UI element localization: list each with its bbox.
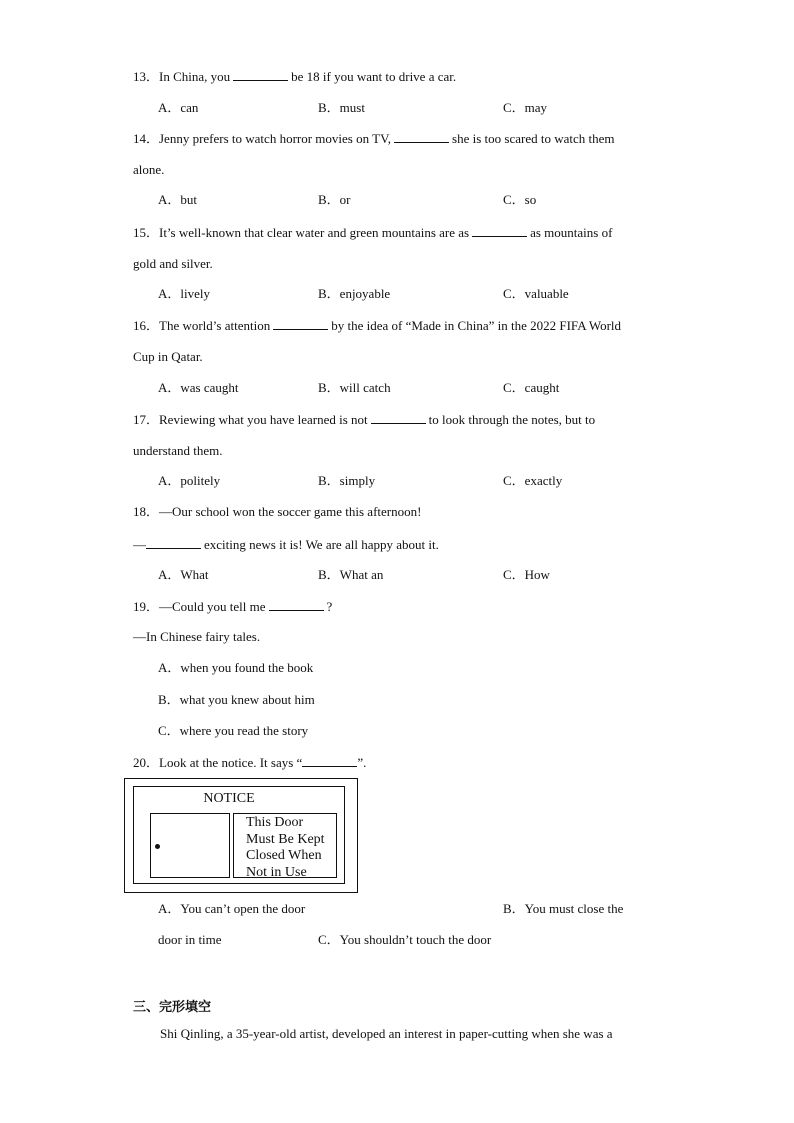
q14-option-b[interactable]: B．or [318, 192, 351, 207]
question-14-stem: 14．Jenny prefers to watch horror movies on TV, she is too scared to watch them [133, 131, 615, 146]
q20-option-c[interactable]: C．You shouldn’t touch the door [318, 932, 492, 947]
question-19-stem-cont: —In Chinese fairy tales. [133, 629, 261, 644]
answer-blank[interactable] [146, 536, 201, 549]
q14-option-a[interactable]: A．but [158, 192, 198, 207]
answer-blank[interactable] [233, 68, 288, 81]
question-19-stem: 19．—Could you tell me ? [133, 599, 333, 614]
q16-option-c[interactable]: C．caught [503, 380, 560, 395]
q16-option-b[interactable]: B．will catch [318, 380, 391, 395]
q19-option-c[interactable]: C．where you read the story [158, 723, 309, 738]
q17-option-b[interactable]: B．simply [318, 473, 376, 488]
answer-blank[interactable] [371, 411, 426, 424]
notice-figure [124, 778, 358, 893]
question-18-stem: 18．—Our school won the soccer game this afternoon! [133, 504, 422, 519]
notice-sign [233, 813, 337, 878]
section-heading: 三、完形填空 [133, 1000, 212, 1015]
answer-blank[interactable] [472, 224, 527, 237]
question-16-stem-cont: Cup in Qatar. [133, 349, 203, 364]
q16-option-a[interactable]: A．was caught [158, 380, 239, 395]
q14-option-c[interactable]: C．so [503, 192, 537, 207]
answer-blank[interactable] [394, 130, 449, 143]
q15-option-b[interactable]: B．enjoyable [318, 286, 391, 301]
notice-sign-text: This Door Must Be Kept Closed When Not in Use [246, 815, 325, 880]
q20-option-a[interactable]: A．You can’t open the door [158, 901, 306, 916]
question-20-stem: 20．Look at the notice. It says “ ”. [133, 755, 367, 770]
q13-option-b[interactable]: B．must [318, 100, 365, 115]
question-14-stem-cont: alone. [133, 162, 165, 177]
answer-blank[interactable] [273, 317, 328, 330]
question-16-stem: 16．The world’s attention by the idea of “Made in China” in the 2022 FIFA World [133, 318, 622, 333]
q20-option-b[interactable]: B．You must close the [503, 901, 624, 916]
notice-title: NOTICE [203, 791, 255, 806]
door-knob-icon [155, 844, 160, 849]
q13-option-c[interactable]: C．may [503, 100, 548, 115]
q13-option-a[interactable]: A．can [158, 100, 199, 115]
answer-blank[interactable] [302, 754, 357, 767]
question-15-stem: 15．It’s well-known that clear water and green mountains are as as mountains of [133, 225, 613, 240]
q17-option-c[interactable]: C．exactly [503, 473, 563, 488]
door-drawing [150, 813, 230, 878]
q15-option-c[interactable]: C．valuable [503, 286, 569, 301]
q17-option-a[interactable]: A．politely [158, 473, 221, 488]
question-17-stem-cont: understand them. [133, 443, 223, 458]
q18-option-a[interactable]: A．What [158, 567, 209, 582]
notice-frame [133, 786, 345, 884]
question-18-stem-cont: — exciting news it is! We are all happy about it. [133, 537, 439, 552]
q19-option-b[interactable]: B．what you knew about him [158, 692, 315, 707]
question-13-stem: 13．In China, you be 18 if you want to drive a car. [133, 69, 457, 84]
passage-text: Shi Qinling, a 35-year-old artist, developed an interest in paper-cutting when she was a [160, 1026, 613, 1041]
q18-option-c[interactable]: C．How [503, 567, 550, 582]
q15-option-a[interactable]: A．lively [158, 286, 210, 301]
q18-option-b[interactable]: B．What an [318, 567, 384, 582]
question-17-stem: 17．Reviewing what you have learned is not to look through the notes, but to [133, 412, 596, 427]
q19-option-a[interactable]: A．when you found the book [158, 660, 314, 675]
q20-option-b-cont: door in time [158, 932, 222, 947]
question-15-stem-cont: gold and silver. [133, 256, 213, 271]
answer-blank[interactable] [269, 598, 324, 611]
